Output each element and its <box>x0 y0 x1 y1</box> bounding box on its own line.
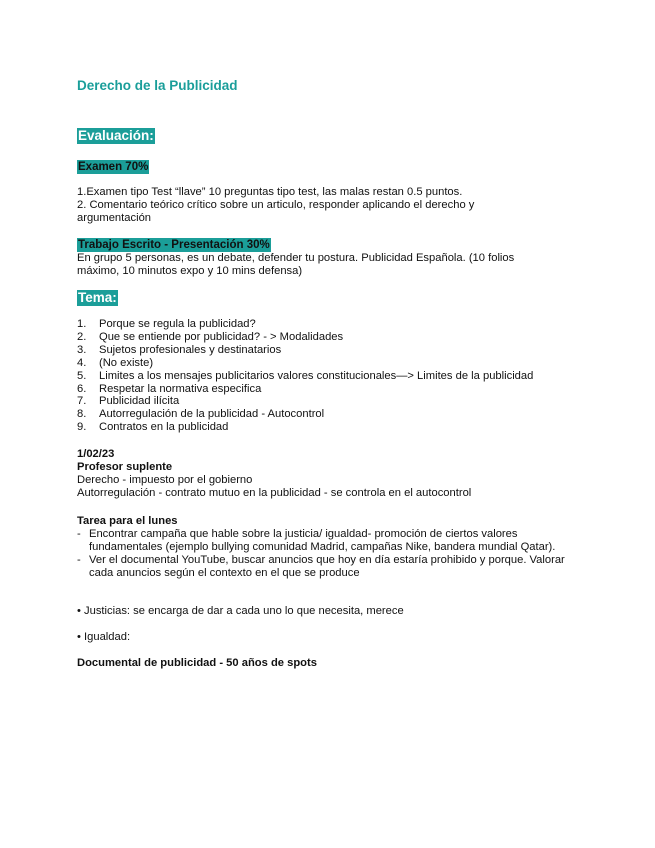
list-item-text: Contratos en la publicidad <box>99 421 229 434</box>
list-item <box>77 357 533 370</box>
clase-date: 1/02/23 <box>77 448 115 460</box>
igualdad-note: • Igualdad: <box>77 631 131 643</box>
list-item-number: 1. <box>77 318 87 330</box>
trabajo-label: Trabajo Escrito - Presentación 30% <box>78 239 270 251</box>
list-item <box>77 421 533 434</box>
list-item-text: Sujetos profesionales y destinatarios <box>99 343 282 356</box>
list-item-number: 9. <box>77 421 87 434</box>
list-item-text: Autorregulación de la publicidad - Autocontrol <box>99 408 325 421</box>
examen-line: 1.Examen tipo Test “llave” 10 preguntas tipo test, las malas restan 0.5 puntos. <box>77 186 463 198</box>
list-item <box>77 383 533 396</box>
list-item-text: Que se entiende por publicidad? - > Modalidades <box>99 330 344 343</box>
trabajo-line: En grupo 5 personas, es un debate, defender tu postura. Publicidad Española. (10 folios <box>77 252 515 264</box>
tarea-block <box>77 515 577 580</box>
list-item <box>77 331 533 344</box>
list-item <box>77 408 533 421</box>
list-item-number: 7. <box>77 395 87 408</box>
examen-line: argumentación <box>77 212 152 224</box>
list-item <box>77 528 577 554</box>
clase-block <box>77 448 577 500</box>
list-item-text: (No existe) <box>99 356 154 369</box>
trabajo-line: máximo, 10 minutos expo y 10 mins defensa) <box>77 265 303 277</box>
trabajo-description <box>77 252 577 278</box>
list-item-number: 2. <box>77 330 87 343</box>
tarea-heading: Tarea para el lunes <box>77 515 178 527</box>
document-title: Derecho de la Publicidad <box>77 78 238 93</box>
list-item-number: 5. <box>77 369 87 382</box>
tema-heading: Tema: <box>78 290 117 305</box>
list-item-text: Respetar la normativa especifica <box>99 382 262 395</box>
clase-line: Derecho - impuesto por el gobierno <box>77 474 253 486</box>
justicia-note: • Justicias: se encarga de dar a cada uno lo que necesita, merece <box>77 605 404 617</box>
list-item-text: Encontrar campaña que hable sobre la justicia/ igualdad- promoción de ciertos valores fundamentales (ejemplo bullying comunidad Madrid, campañas Nike, bandera mundial Qatar). <box>89 528 556 553</box>
tarea-list <box>77 528 577 580</box>
list-item <box>77 318 533 331</box>
examen-label: Examen 70% <box>78 161 149 173</box>
examen-description <box>77 186 577 225</box>
list-item <box>77 554 577 580</box>
list-item-number: 6. <box>77 382 87 395</box>
tema-list <box>77 318 533 434</box>
dash-marker: - <box>77 554 81 566</box>
list-item <box>77 395 533 408</box>
list-item-text: Publicidad ilícita <box>99 395 180 408</box>
examen-line: 2. Comentario teórico crítico sobre un articulo, responder aplicando el derecho y <box>77 199 475 211</box>
profesor-label: Profesor suplente <box>77 461 173 473</box>
list-item-number: 3. <box>77 343 87 356</box>
list-item-number: 8. <box>77 408 87 421</box>
list-item <box>77 370 533 383</box>
list-item <box>77 344 533 357</box>
list-item-text: Ver el documental YouTube, buscar anuncios que hoy en día estaría prohibido y porque. Valorar cada anuncios según el contexto en el que se produce <box>89 554 565 579</box>
dash-marker: - <box>77 528 81 540</box>
documental-title: Documental de publicidad - 50 años de spots <box>77 657 317 669</box>
clase-line: Autorregulación - contrato mutuo en la publicidad - se controla en el autocontrol <box>77 487 472 499</box>
evaluacion-heading: Evaluación: <box>78 128 154 143</box>
list-item-text: Limites a los mensajes publicitarios valores constitucionales—> Limites de la publicidad <box>99 369 534 382</box>
list-item-number: 4. <box>77 356 87 369</box>
list-item-text: Porque se regula la publicidad? <box>99 318 256 330</box>
